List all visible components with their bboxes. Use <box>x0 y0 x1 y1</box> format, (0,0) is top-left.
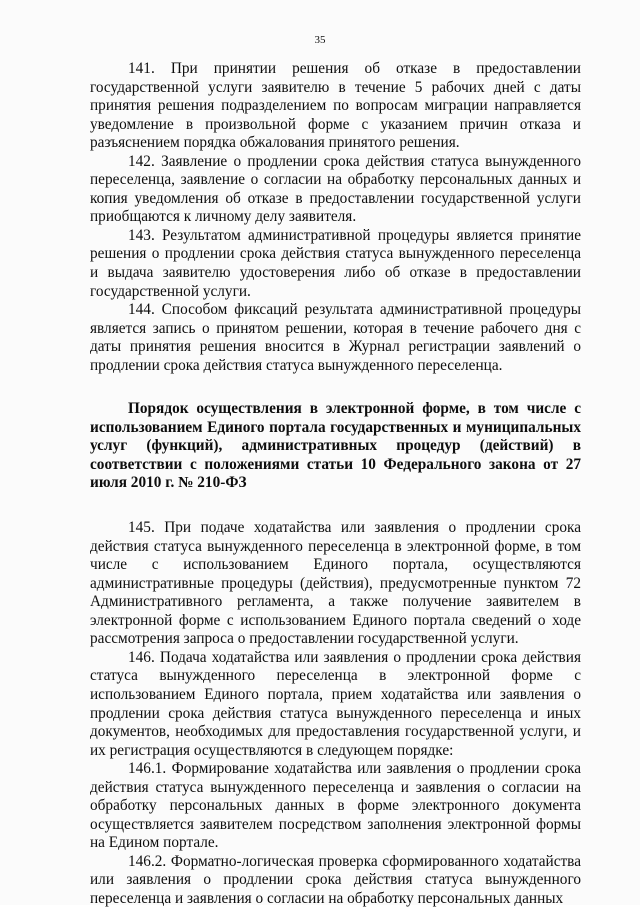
section-heading: Порядок осуществления в электронной форме, в том числе с использованием Единого портала государственных и муниципальных услуг (функций), административных процедур (действий) в соответствии с положениями статьи 10 Федерального закона от 27 июля 2010 г. № 210-ФЗ <box>90 400 581 492</box>
paragraph-145: 145. При подаче ходатайства или заявления о продлении срока действия статуса вынужденного переселенца в электронной форме, в том числе с использованием Единого портала, осуществляются административные процедуры (действия), предусмотренные пунктом 72 Административного регламента, а также получение заявителем в электронной форме с использованием Единого портала сведений о ходе рассмотрения запроса о предоставлении государственной услуги. <box>90 519 581 648</box>
paragraph-146: 146. Подача ходатайства или заявления о продлении срока действия статуса вынужденного переселенца в электронной форме с использованием Единого портала, прием ходатайства или заявления о продлении срока действия статуса вынужденного переселенца и иных документов, необходимых для предоставления государственной услуги, и их регистрация осуществляются в следующем порядке: <box>90 648 581 759</box>
spacer <box>90 375 581 400</box>
paragraph-143: 143. Результатом административной процедуры является принятие решения о продлении срока действия статуса вынужденного переселенца и выдача заявителю удостоверения либо об отказе в предоставлении государственной услуги. <box>90 226 581 300</box>
spacer <box>90 493 581 519</box>
paragraph-141: 141. При принятии решения об отказе в предоставлении государственной услуги заявителю в течение 5 рабочих дней с даты принятия решения подразделением по вопросам миграции направляется уведомление в произвольной форме с указанием причин отказа и разъяснением порядка обжалования принятого решения. <box>90 60 581 152</box>
paragraph-146-1: 146.1. Формирование ходатайства или заявления о продлении срока действия статуса вынужденного переселенца и заявления о согласии на обработку персональных данных в форме электронного документа осуществляется заявителем посредством заполнения электронной формы на Едином портале. <box>90 760 581 852</box>
paragraph-142: 142. Заявление о продлении срока действия статуса вынужденного переселенца, заявление о согласии на обработку персональных данных и копия уведомления об отказе в предоставлении государственной услуги приобщаются к личному делу заявителя. <box>90 152 581 226</box>
paragraph-144: 144. Способом фиксаций результата административной процедуры является запись о принятом решении, которая в течение рабочего дня с даты принятия решения вносится в Журнал регистрации заявлений о продлении срока действия статуса вынужденного переселенца. <box>90 301 581 374</box>
document-body <box>90 60 581 909</box>
paragraph-146-2: 146.2. Форматно-логическая проверка сформированного ходатайства или заявления о продлении срока действия статуса вынужденного переселенца и заявления о согласии на обработку персональных данных <box>90 852 581 907</box>
page-number: 35 <box>314 34 326 46</box>
